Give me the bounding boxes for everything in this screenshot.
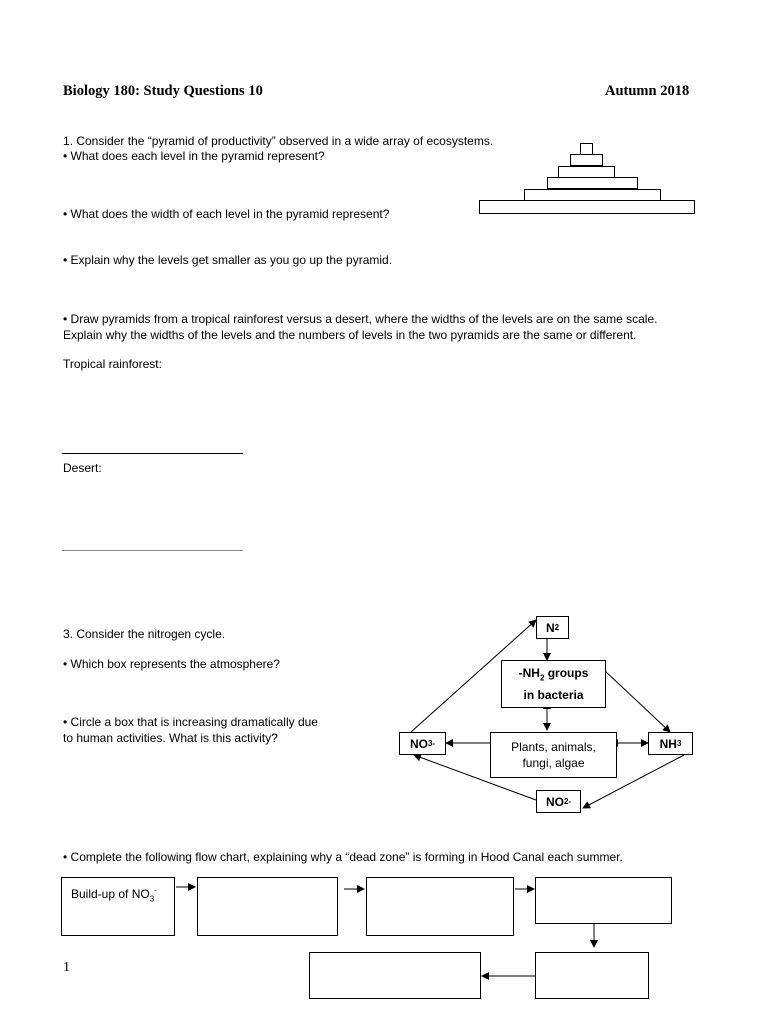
q3-bullet-circle-line1: • Circle a box that is increasing dramatically due bbox=[63, 715, 318, 729]
flow-box-4[interactable] bbox=[535, 877, 672, 924]
q1-bullet-draw-line1: • Draw pyramids from a tropical rainforest versus a desert, where the widths of the levels are on the same scale. bbox=[63, 312, 658, 326]
q1-bullet-levels: • What does each level in the pyramid represent? bbox=[63, 149, 325, 163]
flow-box-2[interactable] bbox=[197, 877, 338, 936]
arrow-nh2-to-nh3 bbox=[604, 670, 670, 732]
no2-box: NO 2 - bbox=[536, 790, 581, 813]
flow-box-5[interactable] bbox=[535, 952, 649, 999]
nh2-groups-box: $-NH_2$ groups in bacteria bbox=[501, 660, 606, 708]
flow-box-3[interactable] bbox=[366, 877, 514, 936]
q1-intro: 1. Consider the “pyramid of productivity” observed in a wide array of ecosystems. bbox=[63, 134, 494, 148]
q1-bullet-width: • What does the width of each level in the pyramid represent? bbox=[63, 207, 390, 221]
nh3-box: NH 3 bbox=[648, 732, 693, 755]
page-number: 1 bbox=[63, 960, 70, 975]
rainforest-label: Tropical rainforest: bbox=[63, 357, 162, 371]
q1-bullet-smaller: • Explain why the levels get smaller as you go up the pyramid. bbox=[63, 253, 393, 267]
q1-bullet-draw-line2: Explain why the widths of the levels and the numbers of levels in the two pyramids are the same or different. bbox=[63, 328, 637, 342]
page-title: Biology 180: Study Questions 10 bbox=[63, 83, 263, 99]
flowchart-intro: • Complete the following flow chart, explaining why a “dead zone” is forming in Hood Canal each summer. bbox=[63, 850, 623, 864]
n2-box: N 2 bbox=[536, 616, 569, 639]
flow-box-1: Build-up of $NO_3^-$ bbox=[61, 877, 175, 936]
q3-bullet-atmosphere: • Which box represents the atmosphere? bbox=[63, 657, 280, 671]
flow-box-6[interactable] bbox=[309, 952, 481, 999]
q3-intro: 3. Consider the nitrogen cycle. bbox=[63, 627, 226, 641]
desert-label: Desert: bbox=[63, 461, 102, 475]
no3-box: NO 3 - bbox=[399, 732, 446, 755]
q3-bullet-circle-line2: to human activities. What is this activity? bbox=[63, 731, 278, 745]
plants-animals-box: Plants, animals, fungi, algae bbox=[490, 732, 617, 778]
term-label: Autumn 2018 bbox=[605, 83, 690, 99]
